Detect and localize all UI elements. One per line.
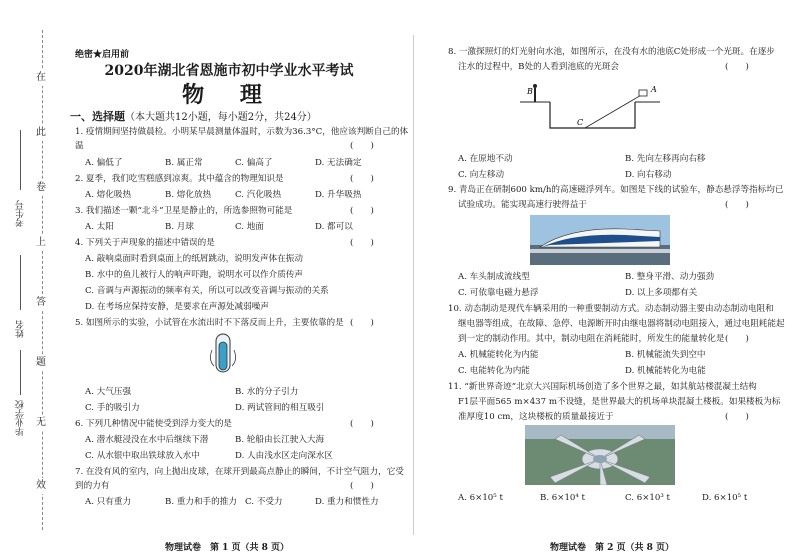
option-c[interactable]: C. 从水银中取出铁球放入水中 (85, 451, 200, 461)
option-b[interactable]: B. 熔化放热 (165, 190, 212, 200)
option-c[interactable]: C. 不受力 (245, 497, 283, 507)
option-c[interactable]: C. 向左移动 (458, 170, 505, 180)
option-b[interactable]: B. 属正常 (165, 158, 203, 168)
option-a[interactable]: A. 偏低了 (85, 158, 123, 168)
binding-char: 上 (36, 235, 46, 251)
option-b[interactable]: B. 水中的鱼儿被行人的响声吓跑，说明水可以作介质传声 (85, 270, 304, 280)
option-c[interactable]: C. 6×10³ t (625, 493, 670, 503)
option-b[interactable]: B. 整身平滑、动力强劲 (625, 272, 715, 282)
option-d[interactable]: D. 6×10⁵ t (702, 493, 748, 503)
question-11-stem-cont: 准厚度10 cm，这块楼板的质量最接近于 (458, 412, 614, 422)
binding-char: 题 (36, 355, 46, 371)
option-a[interactable]: A. 太阳 (85, 222, 114, 232)
answer-paren[interactable]: ( ) (350, 141, 374, 151)
binding-dashed-line (42, 30, 43, 530)
answer-paren[interactable]: ( ) (350, 238, 374, 248)
question-10-stem-cont: 继电器等组成，在故障、急停、电源断开时由继电器将制动电阻接入，通过电阻耗能起 (458, 319, 785, 329)
answer-paren[interactable]: ( ) (725, 412, 749, 422)
question-1-stem: 1. 疫情期间坚持做晨检。小明某早晨测量体温时，示数为36.3°C，他应该判断自己的体 (75, 127, 409, 137)
question-7-stem-cont: 到的力有 (75, 481, 110, 491)
label-a: A (651, 85, 657, 94)
binding-char: 答 (36, 295, 46, 311)
option-d[interactable]: D. 无法确定 (315, 158, 362, 168)
question-7-stem: 7. 在没有风的室内，向上抛出皮球，在球开到最高点静止的瞬间，不计空气阻力，它受 (75, 467, 404, 477)
option-a[interactable]: A. 只有重力 (85, 497, 132, 507)
answer-paren[interactable]: ( ) (725, 334, 749, 344)
answer-paren[interactable]: ( ) (350, 419, 374, 429)
option-a[interactable]: A. 潜水艇浸没在水中后继续下潜 (85, 435, 209, 445)
option-b[interactable]: B. 水的分子引力 (235, 387, 299, 397)
binding-char: 卷 (36, 180, 46, 196)
binding-margin (0, 0, 68, 560)
option-b[interactable]: B. 轮船由长江驶入大海 (235, 435, 325, 445)
option-b[interactable]: B. 重力和手的推力 (165, 497, 237, 507)
secret-mark: 绝密★启用前 (75, 50, 130, 60)
question-10-stem: 10. 动态制动是现代车辆采用的一种重要制动方式。动态制动器主要由动态制动电阻和 (448, 304, 774, 314)
label-c: C (577, 118, 584, 127)
section-note: （本大题共12小题，每小题2分，共24分） (125, 112, 317, 123)
option-d[interactable]: D. 两试管间的相互吸引 (235, 403, 325, 413)
question-9-stem-cont: 试验成功。能实现高速行驶得益于 (458, 200, 587, 210)
binding-char: 无 (36, 415, 46, 431)
answer-paren[interactable]: ( ) (725, 200, 749, 210)
exam-number-field[interactable] (20, 130, 21, 190)
name-field[interactable] (20, 255, 21, 310)
option-a[interactable]: A. 在原地不动 (458, 154, 513, 164)
page-footer: 物理试卷 第 2 页（共 8 页） (550, 543, 675, 553)
question-3-stem: 3. 我们描述一颗“北斗”卫星是静止的，所选参照物可能是 (75, 206, 293, 216)
label-b: B (527, 87, 533, 96)
option-c[interactable]: C. 手的吸引力 (85, 403, 140, 413)
binding-char: 效 (36, 478, 46, 494)
option-d[interactable]: D. 以上多项都有关 (625, 288, 698, 298)
section-title: 一、选择题 (70, 110, 125, 123)
section-heading (70, 108, 317, 124)
option-d[interactable]: D. 人由浅水区走向深水区 (235, 451, 333, 461)
test-tube-figure (210, 330, 240, 378)
right-page (440, 0, 785, 560)
option-a[interactable]: A. 大气压强 (85, 387, 132, 397)
option-c[interactable]: C. 音调与声源振动的频率有关，所以可以改变音调与振动的关系 (85, 286, 329, 296)
question-4-stem: 4. 下列关于声现象的描述中错误的是 (75, 238, 215, 248)
answer-paren[interactable]: ( ) (725, 62, 749, 72)
name-label: 姓名 (16, 320, 26, 338)
option-c[interactable]: C. 可依靠电磁力悬浮 (458, 288, 539, 298)
question-11-stem-cont: F1层平面565 m×437 m不设缝，是世界最大的机场单块混凝土楼板。如果楼板为标 (458, 397, 781, 407)
option-d[interactable]: D. 重力和惯性力 (315, 497, 379, 507)
question-8-stem-cont: 注水的过程中，B处的人看到池底的光斑会 (458, 62, 620, 72)
page-footer: 物理试卷 第 1 页（共 8 页） (165, 543, 290, 553)
option-d[interactable]: D. 向右移动 (625, 170, 672, 180)
option-d[interactable]: D. 都可以 (315, 222, 353, 232)
airport-aerial-photo (525, 425, 675, 485)
question-5-stem: 5. 如图所示的实验，小试管在水流出时不下落反而上升，主要依靠的是 (75, 318, 344, 328)
school-label: 毕业学校 (16, 400, 26, 436)
option-c[interactable]: C. 汽化吸热 (235, 190, 282, 200)
question-1-stem-cont: 温 (75, 141, 84, 151)
left-page (70, 0, 409, 560)
option-a[interactable]: A. 敲响桌面时看到桌面上的纸屑跳动，说明发声体在振动 (85, 254, 303, 264)
option-a[interactable]: A. 6×10⁵ t (458, 493, 503, 503)
option-d[interactable]: D. 机械能转化为电能 (625, 366, 706, 376)
option-a[interactable]: A. 机械能转化为内能 (458, 350, 539, 360)
question-2-stem: 2. 夏季，我们吃雪糕感到凉爽。其中蕴含的物理知识是 (75, 174, 284, 184)
option-c[interactable]: C. 电能转化为内能 (458, 366, 530, 376)
option-a[interactable]: A. 熔化吸热 (85, 190, 132, 200)
option-b[interactable]: B. 先向左移再向右移 (625, 154, 706, 164)
question-11-stem: 11. “新世界奇迹”北京大兴国际机场创造了多个世界之最，如其航站楼混凝土结构 (448, 382, 757, 392)
answer-paren[interactable]: ( ) (350, 174, 374, 184)
option-b[interactable]: B. 机械能流失到空中 (625, 350, 706, 360)
option-c[interactable]: C. 偏高了 (235, 158, 273, 168)
subject-title: 物 理 (182, 82, 276, 108)
answer-paren[interactable]: ( ) (350, 318, 374, 328)
option-a[interactable]: A. 车头制成流线型 (458, 272, 530, 282)
question-9-stem: 9. 青岛正在研制600 km/h的高速磁浮列车。如图是下线的试验车，静态悬浮等指标均已 (448, 185, 784, 195)
question-8-stem: 8. 一激探照灯的灯光射向水池，如图所示，在没有水的池底C处形成一个光斑。在逐步 (448, 47, 775, 57)
answer-paren[interactable]: ( ) (350, 481, 374, 491)
page-divider (413, 35, 414, 535)
school-field[interactable] (20, 350, 21, 395)
binding-char: 此 (36, 125, 46, 141)
question-10-stem-cont: 到一定的制动作用。其中，制动电阻在消耗能时，所发生的能量转化是 (458, 334, 725, 344)
option-d[interactable]: D. 在考场应保持安静，是要求在声源处减弱噪声 (85, 302, 269, 312)
option-b[interactable]: B. 6×10⁴ t (540, 493, 586, 503)
maglev-train-photo (530, 215, 670, 265)
pool-diagram (515, 80, 665, 140)
answer-paren[interactable]: ( ) (350, 206, 374, 216)
exam-number-label: 考生号 (16, 200, 26, 227)
option-b[interactable]: B. 月球 (165, 222, 194, 232)
question-6-stem: 6. 下列几种情况中能使受到浮力变大的是 (75, 419, 233, 429)
option-d[interactable]: D. 升华吸热 (315, 190, 362, 200)
exam-title: 2020年湖北省恩施市初中学业水平考试 (104, 63, 354, 79)
binding-char: 在 (36, 70, 46, 86)
option-c[interactable]: C. 地面 (235, 222, 264, 232)
